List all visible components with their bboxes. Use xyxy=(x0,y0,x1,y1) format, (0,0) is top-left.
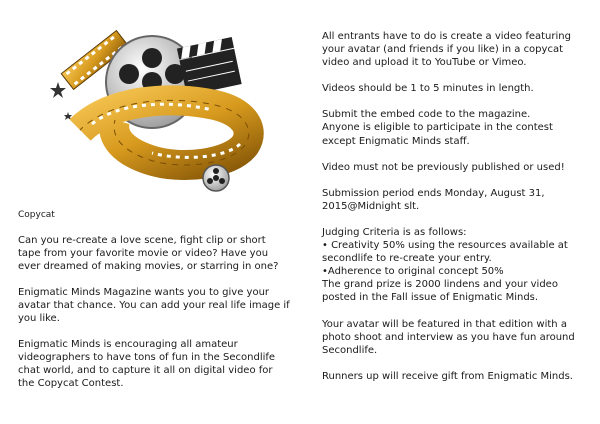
paragraph-featured: Your avatar will be featured in that edition with a photo shoot and interview as you have fun around Secondlife. xyxy=(322,318,575,356)
right-column xyxy=(322,30,584,396)
left-column xyxy=(18,234,290,403)
film-reel-clapperboard-icon xyxy=(40,20,280,200)
paragraph-submission-period: Submission period ends Monday, August 31, 2015@Midnight slt. xyxy=(322,187,545,212)
paragraph-video-length: Videos should be 1 to 5 minutes in length. xyxy=(322,83,534,95)
paragraph-avatar-chance: Enigmatic Minds Magazine wants you to give your avatar that chance. You can add your real life image if you like. xyxy=(18,287,290,324)
paragraph-not-published: Video must not be previously published or used! xyxy=(322,161,565,173)
paragraph-judging-criteria: Judging Criteria is as follows: • Creativity 50% using the resources available at secondlife to re-create your entry. •Adherence to original concept 50% The grand prize is 2000 lindens and your video posted in the Fall issue of Enigmatic Minds. xyxy=(322,226,568,304)
paragraph-intro: Can you re-create a love scene, fight clip or short tape from your favorite movie or video? Have you ever dreamed of making movies, or starring in one? xyxy=(18,235,279,272)
caption-copycat: Copycat xyxy=(18,210,55,220)
paragraph-encouragement: Enigmatic Minds is encouraging all amateur videographers to have tons of fun in the Secondlife chat world, and to capture it all on digital video for the Copycat Contest. xyxy=(18,339,276,389)
paragraph-runners-up: Runners up will receive gift from Enigmatic Minds. xyxy=(322,370,573,382)
paragraph-submit: Submit the embed code to the magazine. Anyone is eligible to participate in the contest except Enigmatic Minds staff. xyxy=(322,109,553,147)
paragraph-entrants: All entrants have to do is create a video featuring your avatar (and friends if you like) in a copycat video and upload it to YouTube or Vimeo. xyxy=(322,31,571,69)
